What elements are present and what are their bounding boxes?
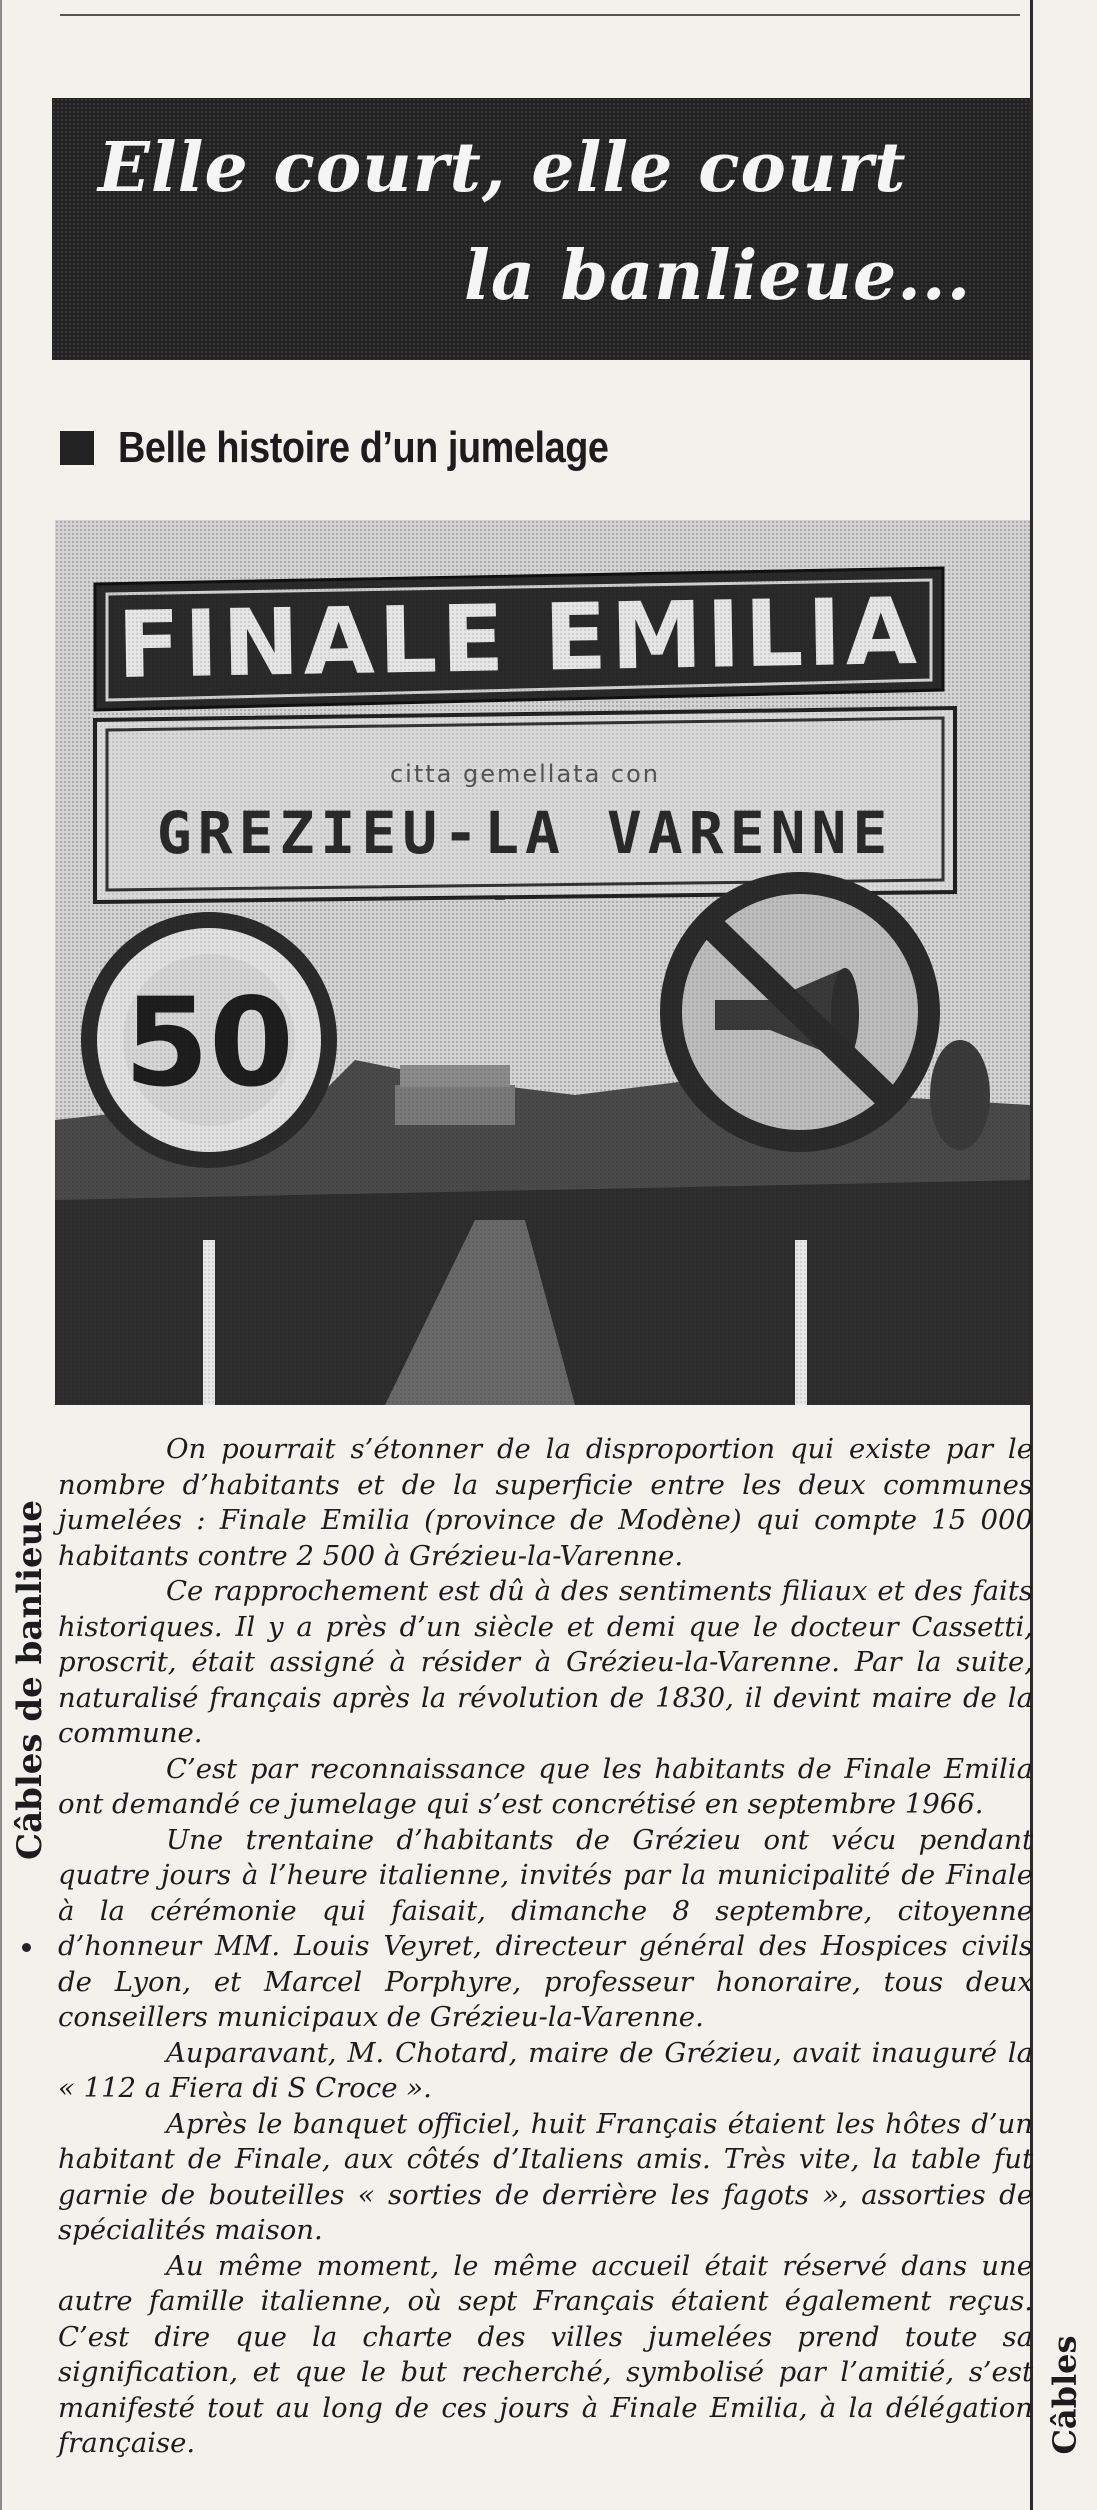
subheadline-text: Belle histoire d’un jumelage xyxy=(118,423,609,472)
headline-banner xyxy=(52,98,1030,360)
top-edge-scraps xyxy=(60,0,1020,16)
paragraph: Auparavant, M. Chotard, maire de Grézieu, avait inauguré la « 112 a Fiera di S Croce ». xyxy=(58,2036,1033,2104)
square-bullet-icon xyxy=(60,431,94,465)
section-label-text: Câbles de banlieue xyxy=(10,1500,51,1860)
section-label-right-text: Câbles xyxy=(1046,2335,1085,2455)
section-label-left xyxy=(10,1460,50,1900)
paragraph: On pourrait s’étonner de la disproportion qui existe par le nombre d’habitants et de la superficie entre les deux communes jumelées : Finale Emilia (province de Modène) qui compte 15 000 habitants contre 2 500 à Grézieu-la-Varenne. xyxy=(58,1433,1033,1572)
section-label-right xyxy=(1040,2290,1090,2500)
paragraph: Une trentaine d’habitants de Grézieu ont vécu pendant quatre jours à l’heure italienne, invités par la municipalité de Finale à la cérémonie qui faisait, dimanche 8 septembre, citoyenne d’honneur MM. Louis Veyret, directeur général des Hospices civils de Lyon, et Marcel Porphyre, professeur honoraire, tous deux conseillers municipaux de Grézieu-la-Varenne. xyxy=(58,1823,1033,2033)
bullet-dot-icon xyxy=(22,1943,31,1952)
road-sign-photo xyxy=(55,520,1030,1405)
clipping-left-edge xyxy=(0,0,2,2510)
headline-line-2: la banlieue... xyxy=(464,236,972,316)
paragraph: Après le banquet officiel, huit Français étaient les hôtes d’un habitant de Finale, aux côtés d’Italiens amis. Très vite, la table fut garnie de bouteilles « sorties de derrière les fagots », assorties de spécialités maison. xyxy=(58,2107,1033,2246)
subheadline xyxy=(60,420,688,476)
paragraph: Au même moment, le même accueil était réservé dans une autre famille italienne, où sept Français étaient également reçus. C’est dire que la charte des villes jumelées prend toute sa signification, et que le but recherché, symbolisé par l’amitié, s’est manifesté tout au long de ces jours à Finale Emilia, à la délégation française. xyxy=(58,2249,1033,2459)
paragraph: C’est par reconnaissance que les habitants de Finale Emilia ont demandé ce jumelage qui s’est concrétisé en septembre 1966. xyxy=(58,1752,1033,1820)
headline-line-1: Elle court, elle court xyxy=(98,128,907,208)
article-body xyxy=(58,1432,1033,2462)
paragraph: Ce rapprochement est dû à des sentiments filiaux et des faits historiques. Il y a près d’un siècle et demi que le docteur Cassetti, proscrit, était assigné à résider à Grézieu-la-Varenne. Par la suite, naturalisé français après la révolution de 1830, il devint maire de la commune. xyxy=(58,1575,1033,1749)
